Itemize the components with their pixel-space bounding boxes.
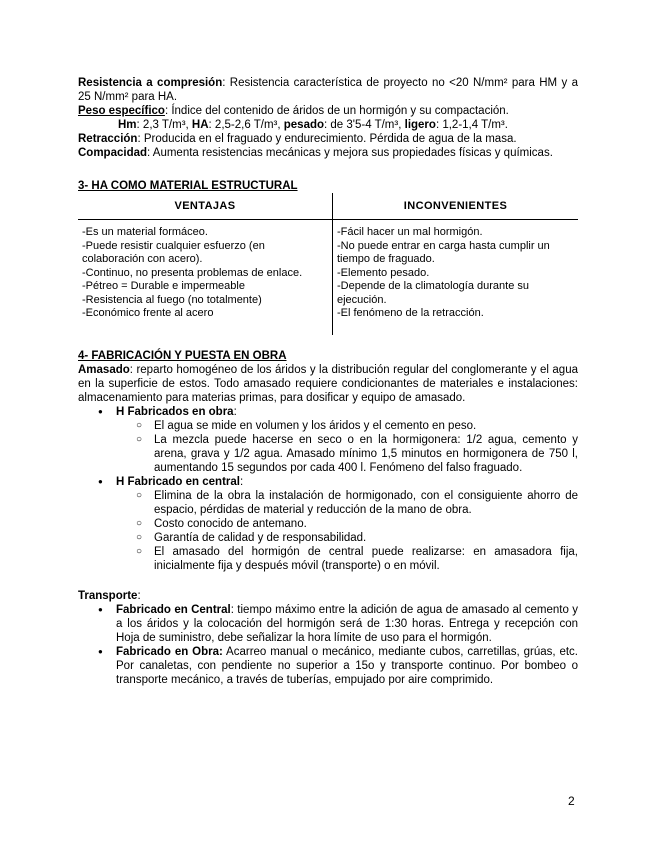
resistencia-paragraph — [78, 76, 578, 104]
ventajas-header: VENTAJAS — [78, 193, 333, 220]
inconvenientes-header: INCONVENIENTES — [333, 193, 579, 220]
retraccion-paragraph — [78, 132, 578, 146]
peso-detail — [78, 118, 578, 132]
transporte-item-label: Fabricado en Obra: — [116, 645, 223, 658]
sublist-item: ○ Garantía de calidad y de responsabilidad. — [78, 531, 578, 545]
ventaja-item: -Continuo, no presenta problemas de enlace. — [82, 266, 303, 279]
resistencia-label: Resistencia a compresión — [78, 77, 223, 89]
transporte-item-text: : tiempo máximo entre la adición de agua de amasado al cemento y a los áridos y la colocación del hormigón será de 1:30 horas. Entrega y recepción con Hoja de suministro, debe señalizar la hora límite de uso para el hormigón. — [116, 603, 578, 644]
hm-label: Hm — [118, 119, 137, 131]
retraccion-label: Retracción — [78, 133, 138, 145]
fabricados-obra-sublist — [78, 419, 578, 475]
page-number: 2 — [568, 794, 575, 808]
transporte-item-label: Fabricado en Central — [116, 603, 231, 616]
peso-label: Peso específico — [78, 105, 165, 117]
section-4-heading: 4- FABRICACIÓN Y PUESTA EN OBRA — [78, 349, 287, 362]
pesado-value: : de 3'5-4 T/m³, — [324, 119, 405, 131]
transporte-item — [78, 603, 578, 645]
ventaja-item: -Resistencia al fuego (no totalmente) — [82, 293, 262, 306]
inconveniente-item: -El fenómeno de la retracción. — [337, 307, 484, 319]
fabricado-central-sublist — [78, 489, 578, 573]
ligero-value: : 1,2-1,4 T/m³. — [435, 119, 508, 131]
resistencia-text: : Resistencia característica de proyecto no <20 N/mm² para HM y a 25 N/mm² para HA. — [78, 77, 578, 103]
compacidad-label: Compacidad — [78, 147, 148, 159]
ventajas-inconvenientes-table — [78, 193, 578, 335]
compacidad-text: : Aumenta resistencias mecánicas y mejora sus propiedades físicas y químicas. — [147, 147, 553, 159]
colon: : — [233, 405, 237, 418]
retraccion-text: : Producida en el fraguado y endurecimiento. Pérdida de agua de la masa. — [137, 133, 517, 145]
ventajas-cell — [78, 220, 333, 335]
ventaja-item: -Económico frente al acero — [82, 307, 214, 319]
fabricado-central-item — [78, 475, 578, 573]
hm-value: : 2,3 T/m³, — [136, 119, 192, 131]
inconveniente-item: -No puede entrar en carga hasta cumplir un tiempo de fraguado. — [337, 239, 550, 265]
ventaja-item: -Pétreo = Durable e impermeable — [82, 280, 245, 292]
peso-paragraph — [78, 104, 578, 118]
sublist-item: ○ Elimina de la obra la instalación de hormigonado, con el consiguiente ahorro de espacio, pérdidas de material y reducción de la mano de obra. — [78, 489, 578, 517]
sublist-item: ○ El amasado del hormigón de central puede realizarse: en amasadora fija, inicialmente fija y después móvil (transporte) o en móvil. — [78, 545, 578, 573]
ha-value: : 2,5-2,6 T/m³, — [208, 119, 284, 131]
amasado-paragraph — [78, 363, 578, 405]
transporte-item — [78, 645, 578, 687]
inconveniente-item: -Fácil hacer un mal hormigón. — [337, 226, 483, 238]
ligero-label: ligero — [404, 119, 436, 131]
sublist-item: ○ La mezcla puede hacerse en seco o en la hormigonera: 1/2 agua, cemento y arena, grava y 1/2 agua. Amasado mínimo 1,5 minutos en hormigonera de 750 l, aumentando 15 segundos por cada 400 l. Fenómeno del falso fraguado. — [78, 433, 578, 475]
ventaja-item: -Puede resistir cualquier esfuerzo (en colaboración con acero). — [82, 239, 265, 265]
inconvenientes-cell — [333, 220, 579, 335]
transporte-list — [78, 603, 578, 687]
colon: : — [137, 589, 141, 602]
colon: : — [239, 475, 244, 488]
inconveniente-item: -Depende de la climatología durante su ejecución. — [337, 280, 530, 306]
peso-text: : Índice del contenido de áridos de un hormigón y su compactación. — [164, 105, 509, 117]
transporte-item-text: Acarreo manual o mecánico, mediante cubos, carretillas, grúas, etc. Por canaletas, con pendiente no superior a 15o y transporte continuo. Por bombeo o transporte mecánico, a través de tuberías, empujado por aire comprimido. — [116, 645, 578, 686]
compacidad-paragraph — [78, 146, 578, 160]
transporte-label: Transporte — [78, 589, 138, 602]
inconveniente-item: -Elemento pesado. — [337, 266, 430, 279]
fabricacion-list — [78, 405, 578, 573]
sublist-item: ○ Costo conocido de antemano. — [78, 517, 578, 531]
fabricado-central-label: H Fabricado en central — [116, 475, 240, 488]
sublist-item: ○ El agua se mide en volumen y los áridos y el cemento en peso. — [78, 419, 578, 433]
ha-label: HA — [191, 119, 209, 131]
ventaja-item: -Es un material formáceo. — [82, 226, 208, 238]
pesado-label: pesado — [283, 119, 325, 131]
amasado-label: Amasado — [78, 363, 130, 376]
section-3-heading: 3- HA COMO MATERIAL ESTRUCTURAL — [78, 180, 298, 192]
transporte-heading — [78, 589, 578, 603]
fabricados-obra-item — [78, 405, 578, 475]
amasado-text: : reparto homogéneo de los áridos y la distribución regular del conglomerante y el agua en la superficie de estos. Todo amasado requiere condicionantes de materiales e instalaciones: almacenamiento para materias primas, para dosificar y equipo de amasado. — [78, 363, 578, 404]
document-page — [78, 76, 578, 687]
fabricados-obra-label: H Fabricados en obra — [116, 405, 234, 418]
